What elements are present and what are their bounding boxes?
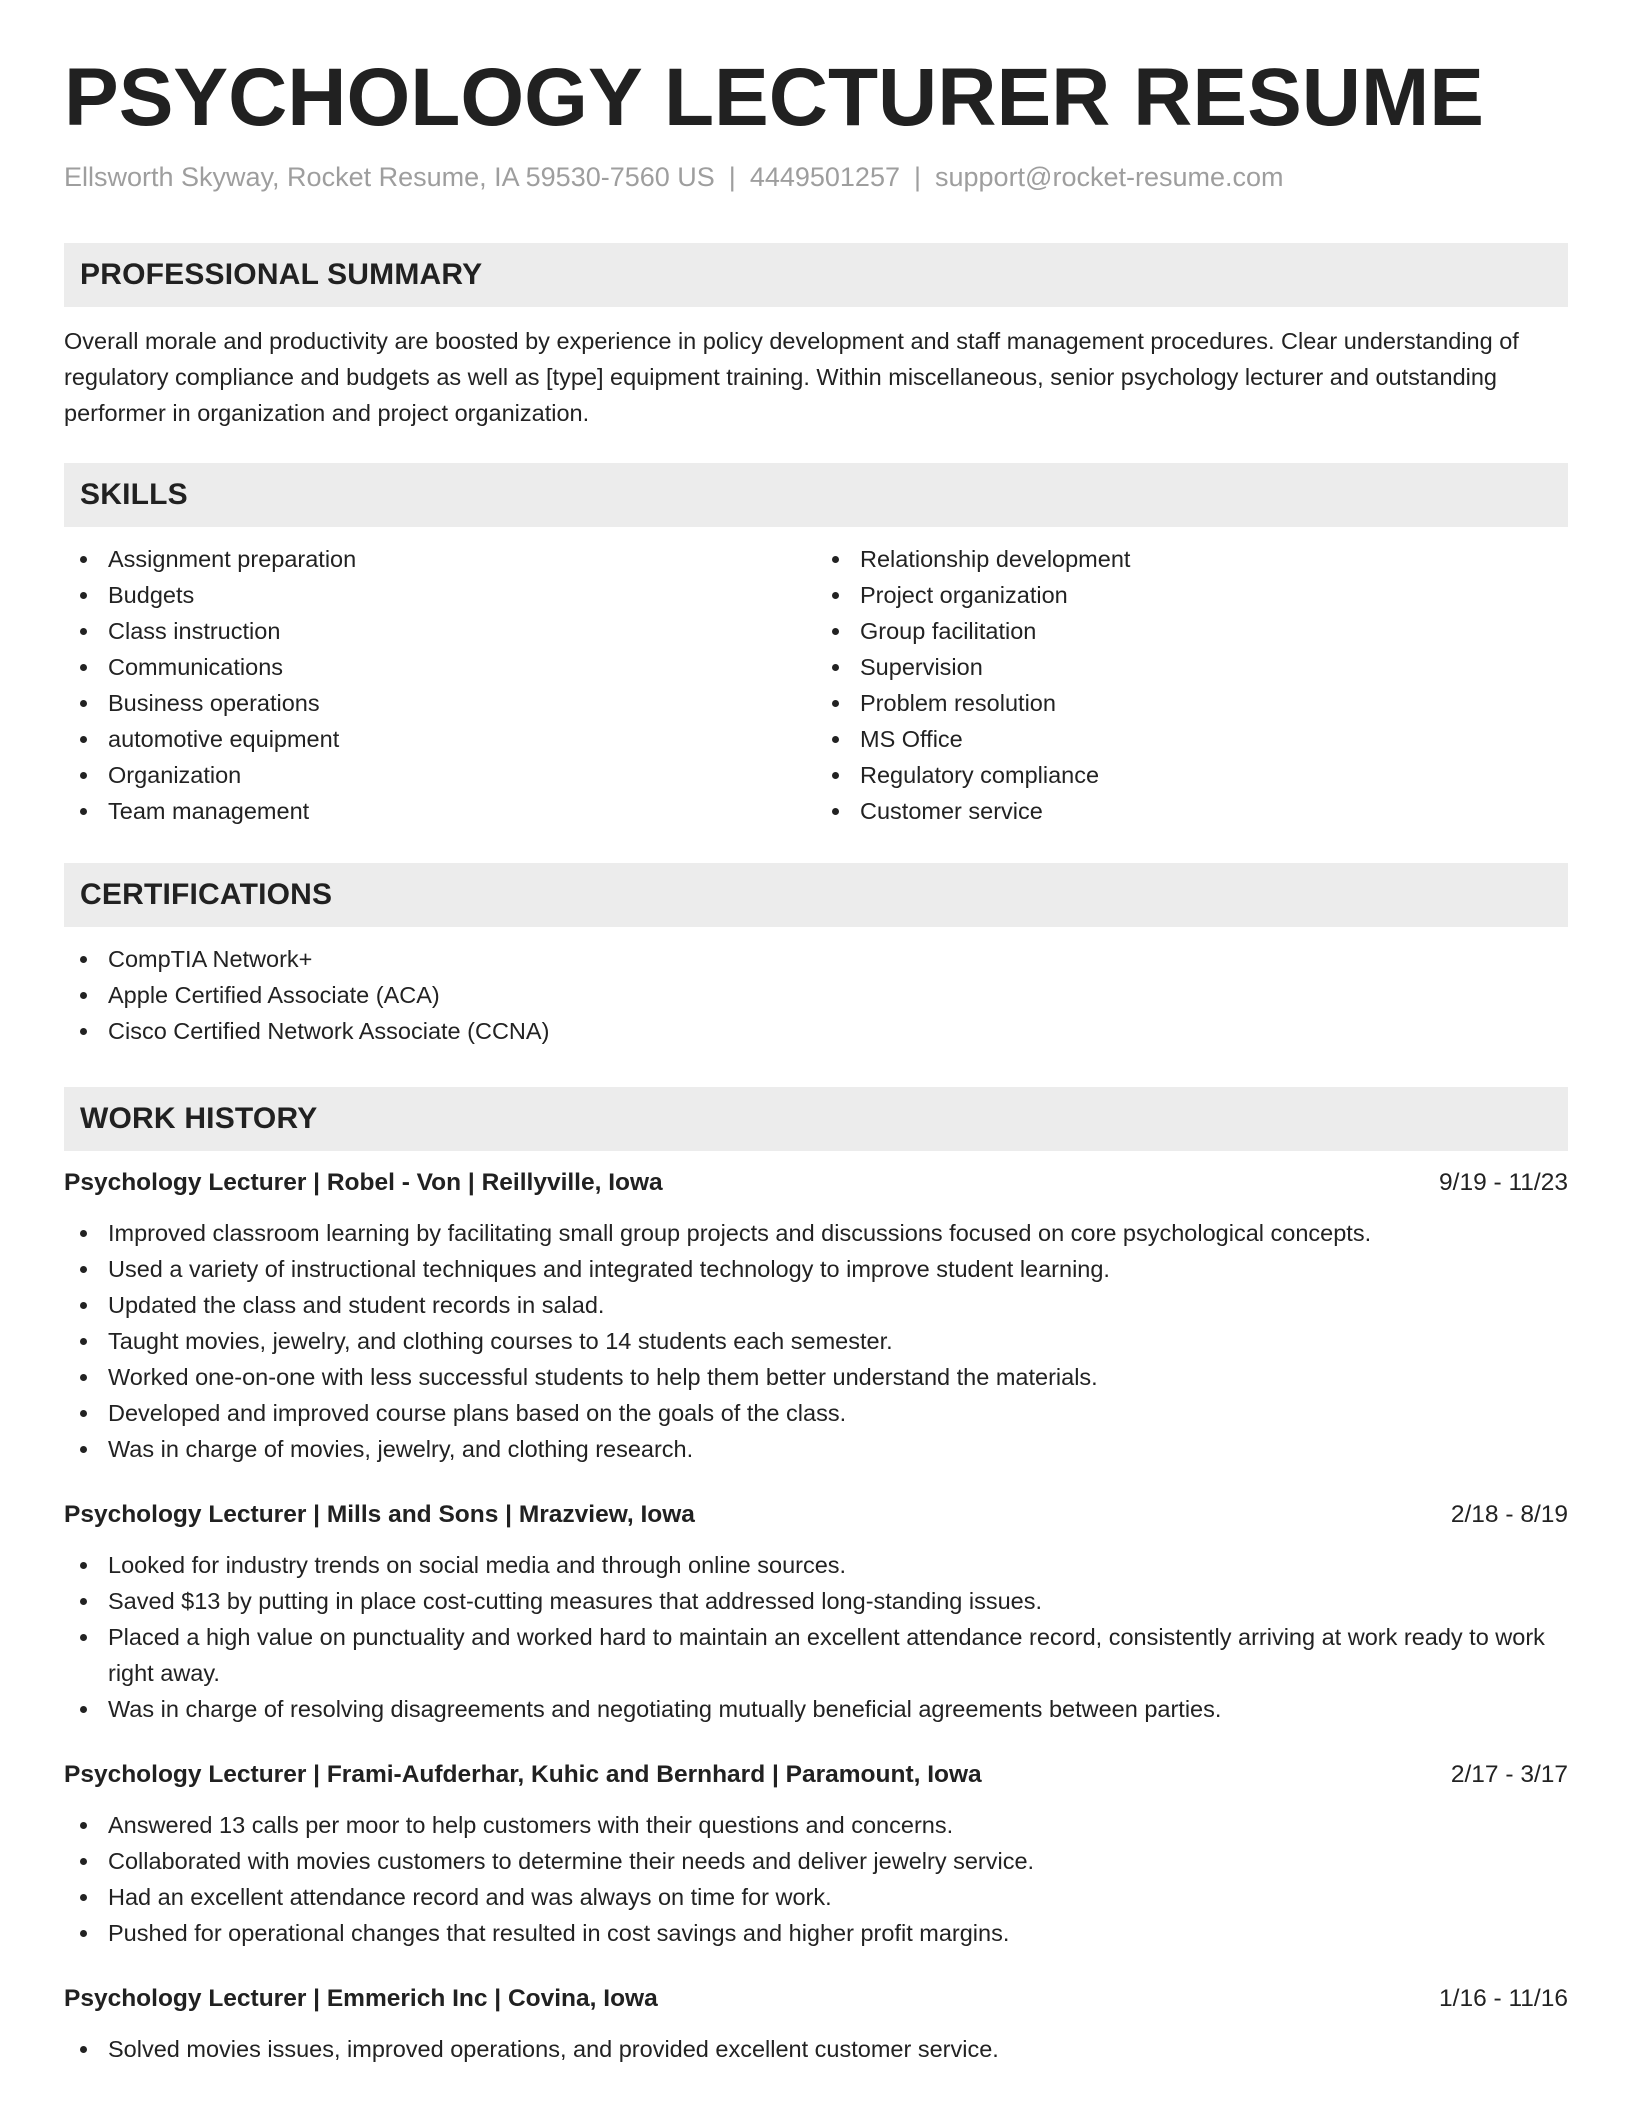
list-item: MS Office: [816, 721, 1568, 757]
summary-heading: PROFESSIONAL SUMMARY: [80, 257, 483, 291]
list-item: Cisco Certified Network Associate (CCNA): [64, 1013, 1568, 1049]
work-history-heading: WORK HISTORY: [80, 1101, 318, 1135]
job-bullets: [64, 1807, 1568, 1951]
job-entry: [64, 1497, 1568, 1727]
list-item: Taught movies, jewelry, and clothing courses to 14 students each semester.: [64, 1323, 1568, 1359]
job-title: Psychology Lecturer | Mills and Sons | Mrazview, Iowa: [64, 1500, 695, 1528]
contact-line: [64, 161, 1568, 193]
list-item: Communications: [64, 649, 816, 685]
list-item: Budgets: [64, 577, 816, 613]
summary-header: [64, 243, 1568, 307]
job-bullets: [64, 1547, 1568, 1727]
job-entry: [64, 1981, 1568, 2067]
contact-separator: |: [913, 161, 921, 192]
job-title: Psychology Lecturer | Robel - Von | Reillyville, Iowa: [64, 1168, 663, 1196]
job-dates: 2/18 - 8/19: [1450, 1500, 1568, 1528]
skills-header: [64, 463, 1568, 527]
skills-list-left: [64, 541, 816, 829]
list-item: Solved movies issues, improved operations, and provided excellent customer service.: [64, 2031, 1568, 2067]
job-title: Psychology Lecturer | Emmerich Inc | Covina, Iowa: [64, 1984, 658, 2012]
list-item: Class instruction: [64, 613, 816, 649]
certifications-section: [64, 863, 1568, 1049]
certifications-list: [64, 941, 1568, 1049]
list-item: CompTIA Network+: [64, 941, 1568, 977]
list-item: Was in charge of movies, jewelry, and clothing research.: [64, 1431, 1568, 1467]
list-item: Answered 13 calls per moor to help customers with their questions and concerns.: [64, 1807, 1568, 1843]
job-header: [64, 1497, 1568, 1533]
list-item: Placed a high value on punctuality and worked hard to maintain an excellent attendance record, consistently arriving at work ready to work right away.: [64, 1619, 1568, 1691]
resume-title: PSYCHOLOGY LECTURER RESUME: [64, 52, 1484, 143]
list-item: Developed and improved course plans based on the goals of the class.: [64, 1395, 1568, 1431]
skills-list-right: [816, 541, 1568, 829]
list-item: Was in charge of resolving disagreements and negotiating mutually beneficial agreements between parties.: [64, 1691, 1568, 1727]
skills-section: [64, 463, 1568, 829]
certifications-heading: CERTIFICATIONS: [80, 877, 333, 911]
contact-phone: 4449501257: [749, 161, 900, 192]
contact-address: Ellsworth Skyway, Rocket Resume, IA 59530-7560 US: [64, 161, 715, 192]
list-item: Customer service: [816, 793, 1568, 829]
skills-columns: [64, 541, 1568, 829]
job-dates: 1/16 - 11/16: [1439, 1984, 1568, 2012]
work-history-section: [64, 1087, 1568, 2067]
list-item: Apple Certified Associate (ACA): [64, 977, 1568, 1013]
job-header: [64, 1981, 1568, 2017]
job-entry: [64, 1165, 1568, 1467]
summary-text: Overall morale and productivity are boosted by experience in policy development and staff management procedures. Clear understanding of regulatory compliance and budgets as well as [type] equipment training. Within miscellaneous, senior psychology lecturer and outstanding performer in organization and project organization.: [64, 327, 1519, 426]
list-item: Relationship development: [816, 541, 1568, 577]
skills-heading: SKILLS: [80, 477, 188, 511]
job-header: [64, 1165, 1568, 1201]
list-item: Had an excellent attendance record and was always on time for work.: [64, 1879, 1568, 1915]
job-bullets: [64, 2031, 1568, 2067]
list-item: Used a variety of instructional techniques and integrated technology to improve student learning.: [64, 1251, 1568, 1287]
list-item: Regulatory compliance: [816, 757, 1568, 793]
job-dates: 9/19 - 11/23: [1439, 1168, 1568, 1196]
list-item: Assignment preparation: [64, 541, 816, 577]
job-dates: 2/17 - 3/17: [1450, 1760, 1568, 1788]
certifications-header: [64, 863, 1568, 927]
list-item: Organization: [64, 757, 816, 793]
list-item: Group facilitation: [816, 613, 1568, 649]
list-item: Business operations: [64, 685, 816, 721]
list-item: Supervision: [816, 649, 1568, 685]
list-item: Team management: [64, 793, 816, 829]
contact-email: support@rocket-resume.com: [935, 161, 1284, 192]
list-item: Problem resolution: [816, 685, 1568, 721]
list-item: Saved $13 by putting in place cost-cutting measures that addressed long-standing issues.: [64, 1583, 1568, 1619]
summary-section: [64, 243, 1568, 431]
list-item: Collaborated with movies customers to determine their needs and deliver jewelry service.: [64, 1843, 1568, 1879]
job-bullets: [64, 1215, 1568, 1467]
job-entry: [64, 1757, 1568, 1951]
contact-separator: |: [728, 161, 736, 192]
list-item: Updated the class and student records in salad.: [64, 1287, 1568, 1323]
list-item: automotive equipment: [64, 721, 816, 757]
list-item: Worked one-on-one with less successful students to help them better understand the materials.: [64, 1359, 1568, 1395]
job-title: Psychology Lecturer | Frami-Aufderhar, Kuhic and Bernhard | Paramount, Iowa: [64, 1760, 982, 1788]
list-item: Improved classroom learning by facilitating small group projects and discussions focused on core psychological concepts.: [64, 1215, 1568, 1251]
list-item: Project organization: [816, 577, 1568, 613]
work-history-header: [64, 1087, 1568, 1151]
list-item: Pushed for operational changes that resulted in cost savings and higher profit margins.: [64, 1915, 1568, 1951]
job-header: [64, 1757, 1568, 1793]
list-item: Looked for industry trends on social media and through online sources.: [64, 1547, 1568, 1583]
